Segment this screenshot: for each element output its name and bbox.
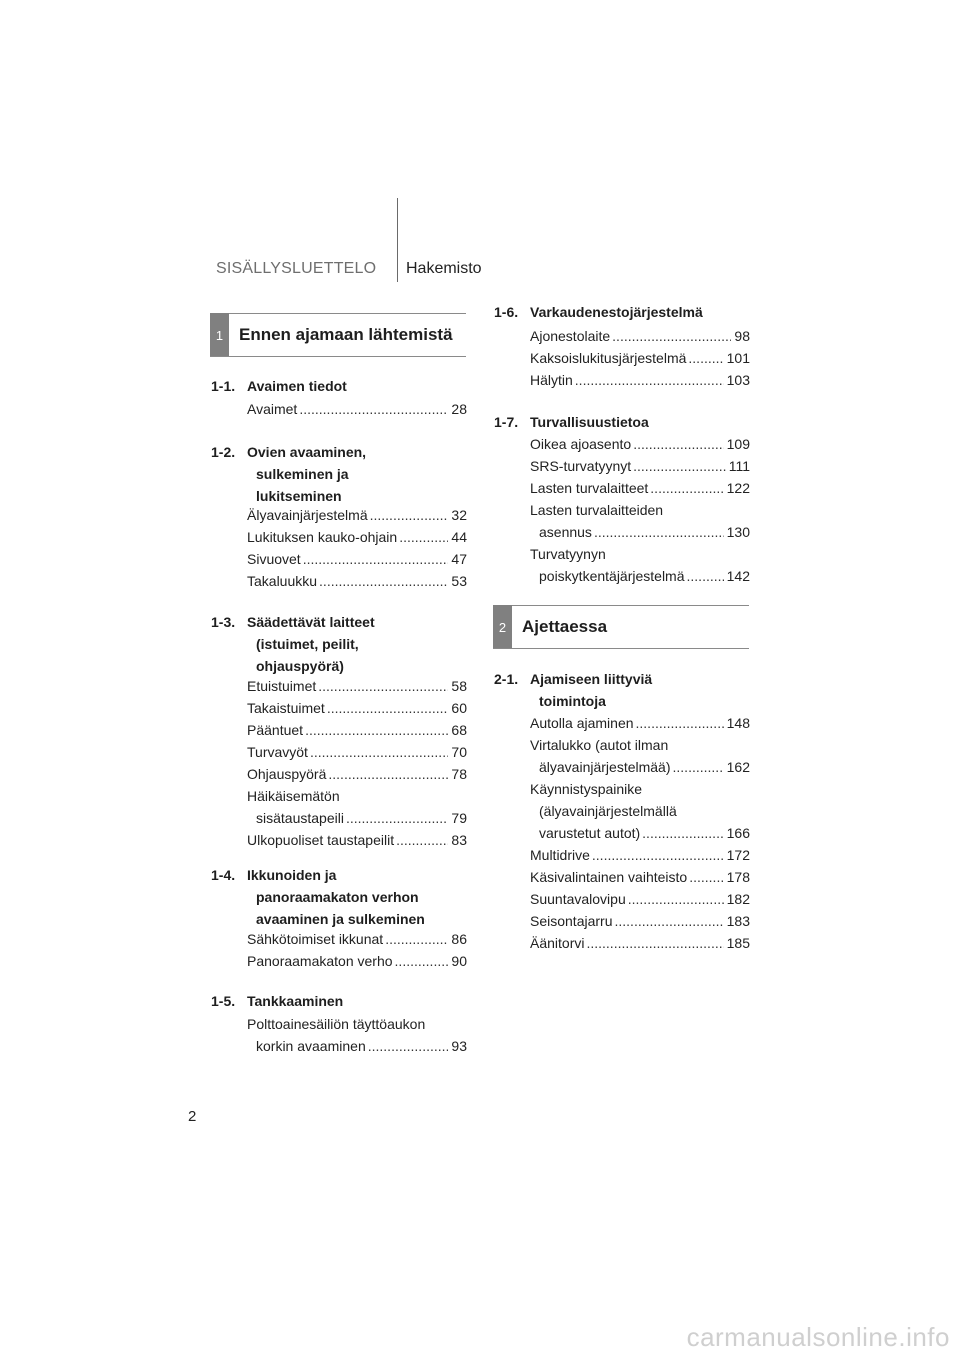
section-rule	[210, 356, 466, 357]
toc-entry-text: asennus	[539, 524, 592, 540]
toc-entry-text: Ulkopuoliset taustapeilit	[247, 832, 395, 848]
toc-page-number: 172	[726, 847, 750, 863]
toc-page-number: 32	[451, 507, 467, 523]
toc-entry-text: Suuntavalovipu	[530, 891, 626, 907]
toc-entry[interactable]	[530, 477, 750, 499]
toc-entry-text: Etuistuimet	[247, 678, 317, 694]
chapter-title: panoraamakaton verhon	[256, 889, 419, 905]
toc-entry[interactable]	[247, 785, 467, 829]
dot-leader	[633, 455, 726, 477]
dot-leader	[319, 570, 448, 592]
toc-entry-list	[247, 504, 467, 592]
toc-page-number: 44	[451, 529, 467, 545]
toc-entry-text: älyavainjärjestelmää)	[539, 759, 671, 775]
dot-leader	[395, 950, 449, 972]
chapter-number: 2-1.	[494, 671, 519, 687]
toc-entry[interactable]	[530, 433, 750, 455]
toc-page-number: 182	[726, 891, 750, 907]
toc-entry-text: sisätaustapeili	[256, 810, 344, 826]
chapter-title: sulkeminen ja	[256, 466, 349, 482]
chapter-number: 1-6.	[494, 304, 519, 320]
chapter-title: Varkaudenestojärjestelmä	[530, 304, 703, 320]
toc-page-number: 70	[451, 744, 467, 760]
dot-leader	[303, 548, 449, 570]
dot-leader	[575, 369, 724, 391]
toc-entry[interactable]	[530, 455, 750, 477]
toc-entry[interactable]	[247, 675, 467, 697]
dot-leader	[385, 928, 448, 950]
toc-page-number: 68	[451, 722, 467, 738]
dot-leader	[615, 910, 724, 932]
toc-page-number: 142	[726, 568, 750, 584]
toc-page-number: 109	[726, 436, 750, 452]
toc-page-number: 111	[728, 458, 750, 474]
toc-entry-list	[530, 325, 750, 391]
toc-entry-text: Avaimet	[247, 401, 298, 417]
section-header-1	[210, 313, 466, 357]
toc-entry[interactable]	[247, 697, 467, 719]
dot-leader	[586, 932, 723, 954]
toc-entry-list	[247, 398, 467, 420]
dot-leader	[328, 763, 448, 785]
section-tab: 1	[210, 313, 229, 357]
dot-leader	[673, 756, 724, 778]
chapter-heading	[211, 990, 467, 1012]
dot-leader	[592, 844, 724, 866]
chapter-heading	[211, 611, 467, 677]
toc-entry-text: Äänitorvi	[530, 935, 585, 951]
dot-leader	[305, 719, 448, 741]
toc-page-number: 47	[451, 551, 467, 567]
toc-entry-text: Lukituksen kauko-ohjain	[247, 529, 398, 545]
toc-entry[interactable]	[530, 910, 750, 932]
chapter-number: 1-3.	[211, 614, 236, 630]
chapter-number: 1-5.	[211, 993, 236, 1009]
toc-entry[interactable]	[247, 504, 467, 526]
toc-entry-text: Pääntuet	[247, 722, 304, 738]
toc-entry-text: poiskytkentäjärjestelmä	[539, 568, 685, 584]
dot-leader	[628, 888, 724, 910]
dot-leader	[318, 675, 448, 697]
toc-entry-text: Seisontajarru	[530, 913, 613, 929]
toc-entry[interactable]	[530, 369, 750, 391]
toc-entry-text: (älyavainjärjestelmällä	[539, 803, 677, 819]
toc-entry-list	[247, 675, 467, 851]
toc-entry-list	[247, 1013, 467, 1057]
toc-entry[interactable]	[530, 347, 750, 369]
chapter-title: lukitseminen	[256, 488, 342, 504]
toc-entry[interactable]	[530, 712, 750, 734]
toc-entry-text: Virtalukko (autot ilman	[530, 737, 669, 753]
toc-entry[interactable]	[530, 844, 750, 866]
chapter-title: (istuimet, peilit,	[256, 636, 359, 652]
toc-page-number: 60	[451, 700, 467, 716]
toc-entry-text: Kaksoislukitusjärjestelmä	[530, 350, 687, 366]
toc-entry[interactable]	[247, 719, 467, 741]
toc-page-number: 58	[451, 678, 467, 694]
toc-page-number: 101	[726, 350, 750, 366]
toc-entry[interactable]	[247, 398, 467, 420]
page-number: 2	[188, 1108, 197, 1125]
toc-entry[interactable]	[530, 734, 750, 778]
chapter-title: Ovien avaaminen,	[247, 444, 367, 460]
toc-entry-text: Häikäisemätön	[247, 788, 340, 804]
toc-entry-text: Sivuovet	[247, 551, 301, 567]
toc-entry-text: SRS-turvatyynyt	[530, 458, 632, 474]
toc-page-number: 53	[451, 573, 467, 589]
toc-entry-text: Sähkötoimiset ikkunat	[247, 931, 384, 947]
chapter-heading	[494, 668, 750, 712]
dot-leader	[368, 1035, 449, 1057]
chapter-title: Turvallisuustietoa	[530, 414, 649, 430]
section-rule	[493, 648, 749, 649]
toc-entry-text: Multidrive	[530, 847, 590, 863]
toc-entry-text: Lasten turvalaitteiden	[530, 502, 664, 518]
dot-leader	[396, 829, 448, 851]
toc-entry[interactable]	[247, 928, 467, 950]
chapter-number: 1-4.	[211, 867, 236, 883]
toc-entry-text: Ajonestolaite	[530, 328, 611, 344]
toc-entry-text: Polttoainesäiliön täyttöaukon	[247, 1016, 426, 1032]
toc-page-number: 90	[451, 953, 467, 969]
toc-page-number: 183	[726, 913, 750, 929]
chapter-number: 1-1.	[211, 378, 236, 394]
toc-entry[interactable]	[530, 932, 750, 954]
toc-entry[interactable]	[530, 866, 750, 888]
toc-entry[interactable]	[530, 543, 750, 587]
chapter-title: Säädettävät laitteet	[247, 614, 375, 630]
chapter-title: ohjauspyörä)	[256, 658, 344, 674]
toc-entry-text: Autolla ajaminen	[530, 715, 634, 731]
section-title: Ajettaessa	[522, 617, 608, 636]
dot-leader	[594, 521, 724, 543]
chapter-title: toimintoja	[539, 693, 606, 709]
toc-page-number: 178	[726, 869, 750, 885]
toc-entry[interactable]	[247, 570, 467, 592]
dot-leader	[642, 822, 723, 844]
toc-page-number: 122	[726, 480, 750, 496]
toc-entry[interactable]	[247, 763, 467, 785]
chapter-number: 1-7.	[494, 414, 519, 430]
chapter-title: Ikkunoiden ja	[247, 867, 337, 883]
nav-link-index[interactable]: Hakemisto	[406, 260, 482, 277]
chapter-heading	[494, 411, 750, 433]
toc-page-number: 93	[451, 1038, 467, 1054]
chapter-title: avaaminen ja sulkeminen	[256, 911, 425, 927]
dot-leader	[650, 477, 723, 499]
dot-leader	[633, 433, 723, 455]
toc-entry[interactable]	[247, 741, 467, 763]
toc-entry[interactable]	[247, 829, 467, 851]
toc-entry-text: Panoraamakaton verho	[247, 953, 393, 969]
toc-entry-text: Hälytin	[530, 372, 573, 388]
toc-entry-list	[247, 928, 467, 972]
toc-entry-text: Takaluukku	[247, 573, 318, 589]
toc-entry-text: Käynnistyspainike	[530, 781, 643, 797]
dot-leader	[689, 866, 723, 888]
toc-page-number: 166	[726, 825, 750, 841]
toc-entry-text: Oikea ajoasento	[530, 436, 632, 452]
toc-entry-text: Takaistuimet	[247, 700, 325, 716]
toc-entry-text: Lasten turvalaitteet	[530, 480, 649, 496]
chapter-heading	[211, 864, 467, 930]
chapter-number: 1-2.	[211, 444, 236, 460]
toc-entry[interactable]	[530, 778, 750, 844]
toc-page-number: 28	[451, 401, 467, 417]
chapter-title: Tankkaaminen	[247, 993, 344, 1009]
dot-leader	[399, 526, 448, 548]
toc-entry-text: Turvatyynyn	[530, 546, 606, 562]
dot-leader	[310, 741, 448, 763]
watermark: carmanualsonline.info	[686, 1322, 950, 1352]
toc-entry-text: Käsivalintainen vaihteisto	[530, 869, 688, 885]
toc-entry-text: korkin avaaminen	[256, 1038, 366, 1054]
toc-page-number: 79	[451, 810, 467, 826]
toc-entry-list	[530, 712, 750, 954]
toc-page-number: 83	[451, 832, 467, 848]
toc-entry[interactable]	[530, 888, 750, 910]
toc-page-number: 185	[726, 935, 750, 951]
section-tab: 2	[493, 605, 512, 649]
dot-leader	[299, 398, 448, 420]
toc-entry-text: Turvavyöt	[247, 744, 308, 760]
section-header-2	[493, 605, 749, 649]
chapter-heading	[211, 441, 467, 507]
toc-entry[interactable]	[530, 325, 750, 347]
toc-page-number: 162	[726, 759, 750, 775]
toc-page-number: 148	[726, 715, 750, 731]
toc-entry[interactable]	[247, 1013, 467, 1057]
chapter-title: Ajamiseen liittyviä	[530, 671, 653, 687]
toc-entry-text: varustetut autot)	[539, 825, 641, 841]
chapter-title: Avaimen tiedot	[247, 378, 347, 394]
toc-page-number: 78	[451, 766, 467, 782]
dot-leader	[327, 697, 449, 719]
toc-entry-list	[530, 433, 750, 587]
nav-divider	[397, 198, 398, 282]
nav-link-toc[interactable]: SISÄLLYSLUETTELO	[216, 260, 377, 277]
dot-leader	[370, 504, 449, 526]
toc-entry[interactable]	[247, 548, 467, 570]
dot-leader	[612, 325, 731, 347]
toc-entry-text: Ohjauspyörä	[247, 766, 327, 782]
dot-leader	[346, 807, 448, 829]
toc-entry[interactable]	[530, 499, 750, 543]
dot-leader	[687, 565, 724, 587]
toc-entry-text: Älyavainjärjestelmä	[247, 507, 368, 523]
toc-entry[interactable]	[247, 526, 467, 548]
toc-page-number: 86	[451, 931, 467, 947]
toc-entry[interactable]	[247, 950, 467, 972]
toc-page-number: 98	[734, 328, 750, 344]
section-title: Ennen ajamaan lähtemistä	[239, 325, 453, 344]
chapter-heading	[494, 301, 750, 323]
toc-page-number: 103	[726, 372, 750, 388]
toc-page-number: 130	[726, 524, 750, 540]
dot-leader	[688, 347, 723, 369]
chapter-heading	[211, 375, 467, 397]
dot-leader	[636, 712, 724, 734]
